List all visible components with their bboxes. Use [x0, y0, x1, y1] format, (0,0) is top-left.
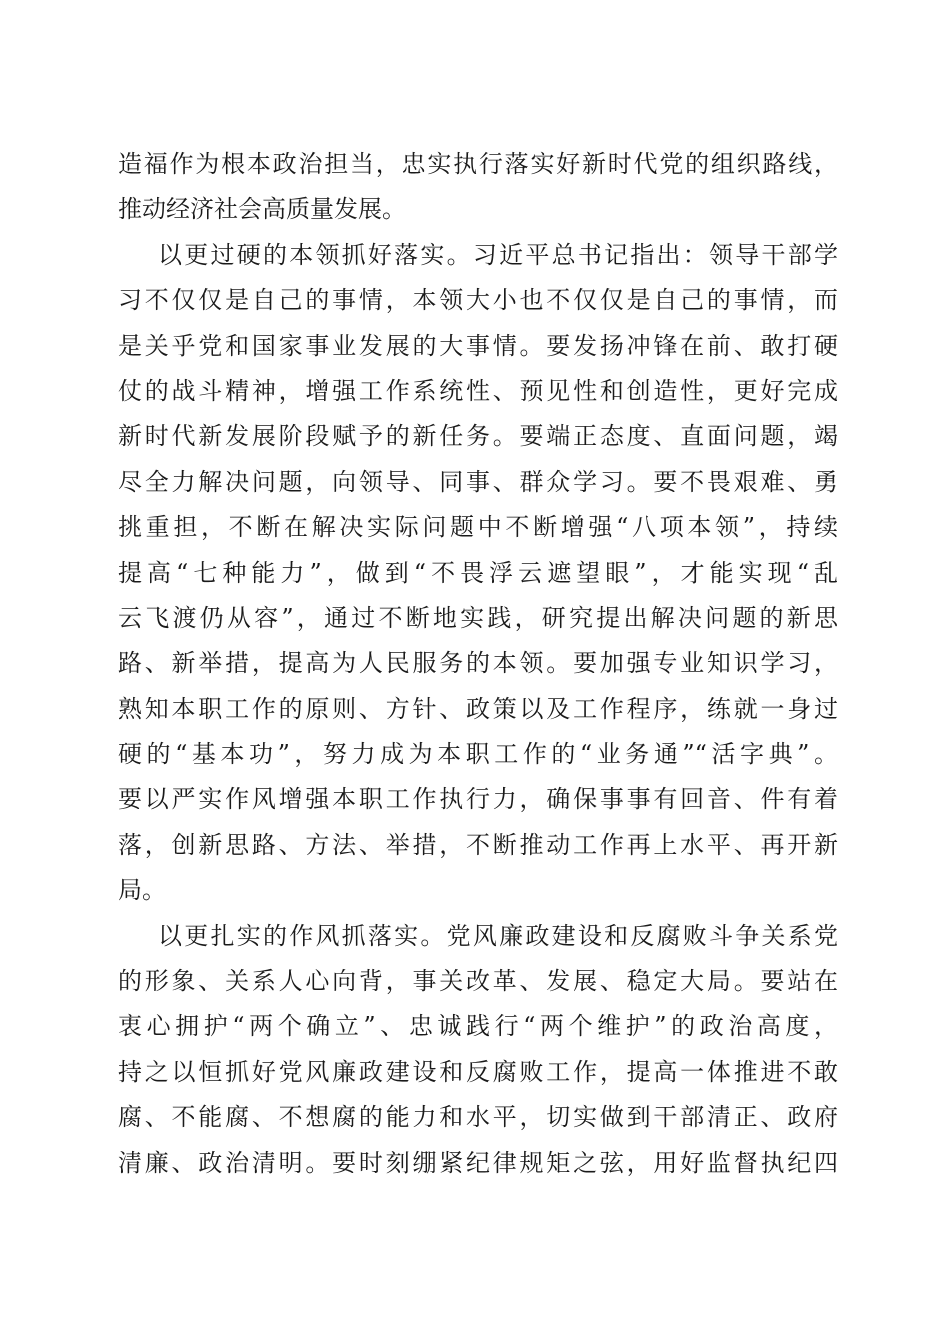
text-line-content: 新时代新发展阶段赋予的新任务。要端正态度、直面问题，竭 [118, 422, 838, 451]
text-line [118, 187, 838, 232]
text-line-content: 的形象、关系人心向背，事关改革、发展、稳定大局。要站在 [118, 967, 838, 996]
text-line [118, 1095, 838, 1140]
text-line [118, 687, 838, 732]
text-line [118, 369, 838, 414]
text-line [118, 460, 838, 505]
text-line-content: 以更过硬的本领抓好落实。习近平总书记指出：领导干部学 [158, 240, 838, 269]
body-text [118, 142, 838, 1186]
text-line [118, 868, 838, 913]
text-line [118, 551, 838, 596]
text-line-content: 仗的战斗精神，增强工作系统性、预见性和创造性，更好完成 [118, 376, 838, 405]
text-line-content: 路、新举措，提高为人民服务的本领。要加强专业知识学习， [118, 649, 838, 678]
text-line [118, 914, 838, 959]
text-line-content: 习不仅仅是自己的事情，本领大小也不仅仅是自己的事情，而 [118, 286, 838, 315]
text-line [118, 596, 838, 641]
text-line [118, 505, 838, 550]
text-line [118, 1004, 838, 1049]
text-line [118, 1141, 838, 1186]
text-line-content: 衷心拥护“两个确立”、忠诚践行“两个维护”的政治高度， [118, 1012, 838, 1041]
text-line-content: 要以严实作风增强本职工作执行力，确保事事有回音、件有着 [118, 785, 838, 814]
text-line [118, 777, 838, 822]
text-line [118, 414, 838, 459]
text-line [118, 641, 838, 686]
text-line-content: 云飞渡仍从容”，通过不断地实践，研究提出解决问题的新思 [118, 603, 838, 632]
text-line [118, 278, 838, 323]
text-line-content: 清廉、政治清明。要时刻绷紧纪律规矩之弦，用好监督执纪四 [118, 1148, 838, 1177]
text-line [118, 1050, 838, 1095]
text-line-content: 硬的“基本功”，努力成为本职工作的“业务通”“活字典”。 [118, 740, 838, 769]
text-line [118, 233, 838, 278]
text-line-content: 推动经济社会高质量发展。 [118, 195, 406, 224]
text-line-content: 尽全力解决问题，向领导、同事、群众学习。要不畏艰难、勇 [118, 467, 838, 496]
text-line [118, 823, 838, 868]
text-line-content: 持之以恒抓好党风廉政建设和反腐败工作，提高一体推进不敢 [118, 1057, 838, 1086]
text-line-content: 提高“七种能力”，做到“不畏浮云遮望眼”，才能实现“乱 [118, 558, 838, 587]
text-line-content: 是关乎党和国家事业发展的大事情。要发扬冲锋在前、敢打硬 [118, 331, 838, 360]
text-line-content: 以更扎实的作风抓落实。党风廉政建设和反腐败斗争关系党 [158, 921, 838, 950]
text-line-content: 挑重担，不断在解决实际问题中不断增强“八项本领”，持续 [118, 513, 838, 542]
text-line [118, 324, 838, 369]
text-line-content: 落，创新思路、方法、举措，不断推动工作再上水平、再开新 [118, 830, 838, 859]
text-line-content: 局。 [118, 876, 166, 905]
text-line [118, 732, 838, 777]
text-line [118, 959, 838, 1004]
text-line-content: 熟知本职工作的原则、方针、政策以及工作程序，练就一身过 [118, 694, 838, 723]
text-line-content: 腐、不能腐、不想腐的能力和水平，切实做到干部清正、政府 [118, 1103, 838, 1132]
text-line-content: 造福作为根本政治担当，忠实执行落实好新时代党的组织路线， [118, 150, 838, 178]
text-line [118, 142, 838, 187]
